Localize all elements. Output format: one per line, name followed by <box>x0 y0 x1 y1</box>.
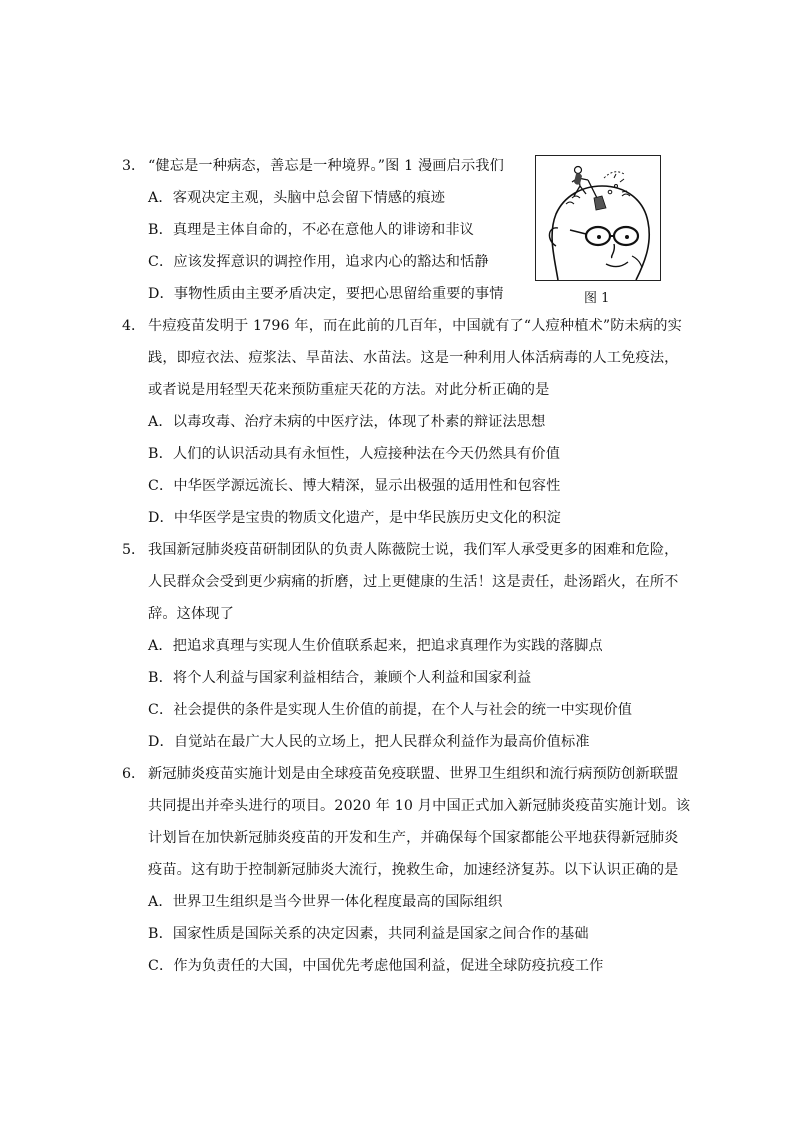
question-4-option-a: A．以毒攻毒、治疗未病的中医疗法，体现了朴素的辩证法思想 <box>148 414 546 430</box>
question-5-option-c: C．社会提供的条件是实现人生价值的前提，在个人与社会的统一中实现价值 <box>148 702 633 718</box>
question-6-number: 6． <box>122 766 146 782</box>
question-5-option-a: A．把追求真理与实现人生价值联系起来，把追求真理作为实践的落脚点 <box>148 638 603 654</box>
question-3-option-d: D．事物性质由主要矛盾决定，要把心思留给重要的事情 <box>148 286 504 302</box>
question-5-stem-line-2: 人民群众会受到更少病痛的折磨，过上更健康的生活！这是责任，赴汤蹈火，在所不 <box>148 574 679 590</box>
question-3-stem: “健忘是一种病态，善忘是一种境界。”图 1 漫画启示我们 <box>148 158 504 174</box>
figure-1-caption: 图 1 <box>584 291 610 306</box>
question-5-option-d: D．自觉站在最广大人民的立场上，把人民群众利益作为最高价值标准 <box>148 734 590 750</box>
cartoon-head-sweeping-icon <box>536 156 660 280</box>
question-4-number: 4． <box>122 318 146 334</box>
figure-1-cartoon <box>535 155 661 281</box>
question-6-option-c: C．作为负责任的大国，中国优先考虑他国利益，促进全球防疫抗疫工作 <box>148 958 604 974</box>
question-3-number: 3． <box>122 158 146 174</box>
question-5-stem-line-3: 辞。这体现了 <box>148 606 235 622</box>
question-3-option-a: A．客观决定主观，头脑中总会留下情感的痕迹 <box>148 190 446 206</box>
question-4-option-c: C．中华医学源远流长、博大精深，显示出极强的适用性和包容性 <box>148 478 561 494</box>
question-6-stem-line-2: 共同提出并牵头进行的项目。2020 年 10 月中国正式加入新冠肺炎疫苗实施计划。该 <box>148 798 691 814</box>
question-6-option-a: A．世界卫生组织是当今世界一体化程度最高的国际组织 <box>148 894 503 910</box>
question-5-number: 5． <box>122 542 146 558</box>
question-4-option-b: B．人们的认识活动具有永恒性，人痘接种法在今天仍然具有价值 <box>148 446 561 462</box>
question-5-option-b: B．将个人利益与国家利益相结合，兼顾个人利益和国家利益 <box>148 670 532 686</box>
question-4-option-d: D．中华医学是宝贵的物质文化遗产，是中华民族历史文化的积淀 <box>148 510 561 526</box>
question-6-stem-line-3: 计划旨在加快新冠肺炎疫苗的开发和生产，并确保每个国家都能公平地获得新冠肺炎 <box>148 830 679 846</box>
question-4-stem-line-1: 牛痘疫苗发明于 1796 年，而在此前的几百年，中国就有了“人痘种植术”防未病的实 <box>148 318 682 334</box>
question-6-stem-line-1: 新冠肺炎疫苗实施计划是由全球疫苗免疫联盟、世界卫生组织和流行病预防创新联盟 <box>148 766 679 782</box>
question-6-stem-line-4: 疫苗。这有助于控制新冠肺炎大流行，挽救生命，加速经济复苏。以下认识正确的是 <box>148 862 679 878</box>
question-4-stem-line-3: 或者说是用轻型天花来预防重症天花的方法。对此分析正确的是 <box>148 382 550 398</box>
question-5-stem-line-1: 我国新冠肺炎疫苗研制团队的负责人陈薇院士说，我们军人承受更多的困难和危险， <box>148 542 679 558</box>
question-3-option-c: C．应该发挥意识的调控作用，追求内心的豁达和恬静 <box>148 254 489 270</box>
question-3-option-b: B．真理是主体自命的，不必在意他人的诽谤和非议 <box>148 222 475 238</box>
question-6-option-b: B．国家性质是国际关系的决定因素，共同利益是国家之间合作的基础 <box>148 926 589 942</box>
question-4-stem-line-2: 践，即痘衣法、痘浆法、旱苗法、水苗法。这是一种利用人体活病毒的人工免疫法， <box>148 350 679 366</box>
